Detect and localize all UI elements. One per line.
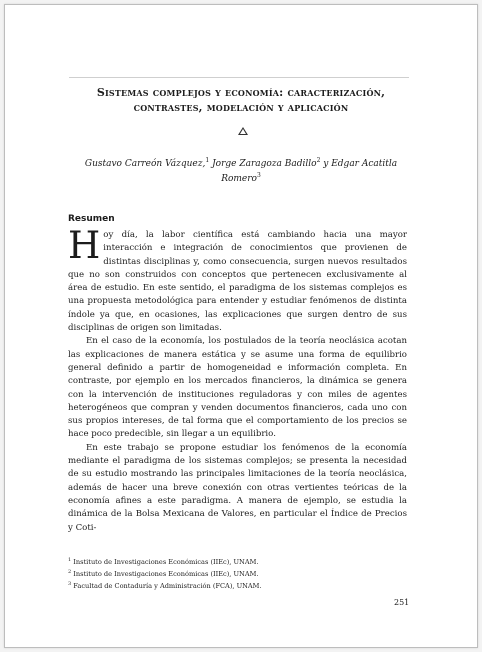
abstract-body [68,224,407,535]
footnote-text: Facultad de Contaduría y Administración (FCA), UNAM. [73,582,262,591]
document-page [4,4,478,648]
abstract-paragraph: En el caso de la economía, los postulados de la teoría neoclásica acotan las explicaciones de manera estática y se asume una forma de equilibrio general definido a partir de homogeneidad e información completa. En contraste, por ejemplo en los mercados financieros, la dinámica se genera con la intervención de instituciones reguladoras y con miles de agentes heterogéneos que compran y venden documentos financieros, cada uno con sus propios intereses, de tal forma que el comportamiento de los precios se hace poco predecible, sin llegar a un equilibrio. [68,336,407,440]
drop-cap: H [68,224,101,267]
abstract-paragraph-text: oy día, la labor científica está cambiando hacia una mayor interacción e integración de conocimientos que provienen de distintas disciplinas y, como consecuencia, surgen nuevos resultados que no son construidos con conceptos que pertenecen exclusivamente al área de estudio. En este sentido, el paradigma de los sistemas complejos es una propuesta metodológica para entender y estudiar fenómenos de distinta índole ya que, en ocasiones, las explicaciones que surgen dentro de sus disciplinas de origen son limitadas. [68,230,407,334]
author-footnote-mark: 1 [205,157,210,164]
abstract-paragraph [68,224,407,335]
chapter-title: Sistemas complejos y economía: caracterización, contrastes, modelación y aplicación [96,86,386,114]
author-name: y Edgar Acatitla Romero [221,159,398,184]
author-footnote-mark: 2 [316,157,321,164]
footnote-mark: 2 [68,569,72,576]
abstract-paragraph: En este trabajo se propone estudiar los fenómenos de la economía mediante el paradigma de los sistemas complejos; se presenta la necesidad de su estudio mostrando las principales limitaciones de la teoría neoclásica, además de hacer una breve conexión con otras vertientes teóricas de la economía afines a este paradigma. A manera de ejemplo, se estudia la dinámica de la Bolsa Mexicana de Valores, en particular el Índice de Precios y Coti- [68,442,407,533]
author-footnote-mark: 3 [256,172,261,179]
footnote-mark: 1 [68,557,72,563]
footnote [68,579,407,591]
author-name: Jorge Zaragoza Badillo [212,159,317,169]
footnote-mark: 3 [68,581,72,588]
footnote-text: Instituto de Investigaciones Económicas (IIEc), UNAM. [73,558,259,567]
abstract-heading: Resumen [68,214,115,224]
triangle-ornament-icon [238,127,248,135]
footnotes [68,555,407,592]
footnote-text: Instituto de Investigaciones Económicas (IIEc), UNAM. [73,570,259,579]
author-line [65,155,417,185]
top-rule [69,77,409,78]
page-number: 251 [394,598,410,607]
author-name: Gustavo Carreón Vázquez, [84,159,206,169]
footnote [68,567,407,579]
footnote [68,555,407,567]
